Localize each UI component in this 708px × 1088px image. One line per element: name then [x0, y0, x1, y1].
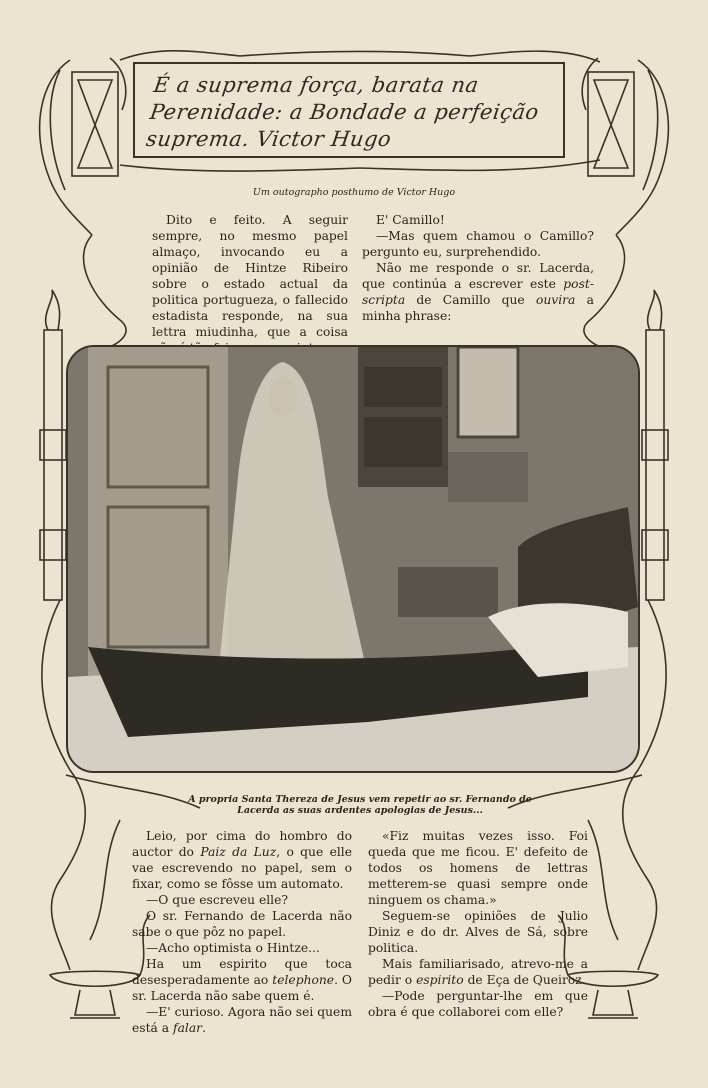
text-column-2: [362, 212, 594, 324]
photograph-illustration: [68, 347, 638, 771]
paragraph: —Mas quem chamou o Camillo? pergunto eu, surprehendido.: [362, 229, 594, 259]
autograph-line-2: Perenidade: a Bondade a perfeição: [148, 100, 541, 124]
paragraph: Não me responde o sr. Lacerda, que continúa a escrever este post-scripta de Camillo que ouvira a minha phrase:: [362, 261, 594, 323]
autograph-line-1: É a suprema força, barata na: [152, 73, 481, 97]
autograph-line-3: suprema. Victor Hugo: [144, 127, 393, 151]
text-column-3: [132, 828, 352, 1036]
paragraph: —O que escreveu elle?: [146, 893, 288, 907]
paragraph: Mais familiarisado, atrevo-me a pedir o espirito de Eça de Queiroz.: [368, 957, 588, 987]
paragraph: Ha um espirito que toca desesperadamente ao telephone. O sr. Lacerda não sabe quem é.: [132, 957, 352, 1003]
paragraph: —Acho optimista o Hintze...: [146, 941, 320, 955]
autograph-caption: Um outographo posthumo de Victor Hugo: [252, 187, 456, 198]
text-column-4: [368, 828, 588, 1020]
paragraph: E' Camillo!: [376, 213, 445, 227]
victor-hugo-autograph: [144, 72, 555, 153]
paragraph: Dito e feito. A seguir sempre, no mesmo papel almaço, invocando eu a opinião de Hintze Ribeiro sobre o estado actual da politica portugueza, o fallecido estadista responde, na sua lettra miudinha, que a coisa: [152, 213, 348, 339]
paragraph: —E' curioso. Agora não sei quem está a falar.: [132, 1005, 352, 1035]
paragraph: Leio, por cima do hombro do auctor do Paiz da Luz, o que elle vae escrevendo no papel, sem o fixar, como se fôsse um automato.: [132, 829, 352, 891]
paragraph: —Pode perguntar-lhe em que obra é que collaborei com elle?: [368, 989, 588, 1019]
seance-photograph: [66, 345, 640, 773]
photo-caption: A propria Santa Thereza de Jesus vem repetir ao sr. Fernando de Lacerda as suas ardentes apologias de Jesus...: [188, 794, 532, 816]
paragraph: Seguem-se opiniões de Julio Diniz e do dr. Alves de Sá, sobre politica.: [368, 909, 588, 955]
paragraph: O sr. Fernando de Lacerda não sabe o que pôz no papel.: [132, 909, 352, 939]
text-column-1: [152, 212, 348, 356]
paragraph: «Fiz muitas vezes isso. Foi queda que me ficou. E' defeito de todos os homens de lettras metterem-se quasi sempre onde ninguem os chama.»: [368, 829, 588, 907]
